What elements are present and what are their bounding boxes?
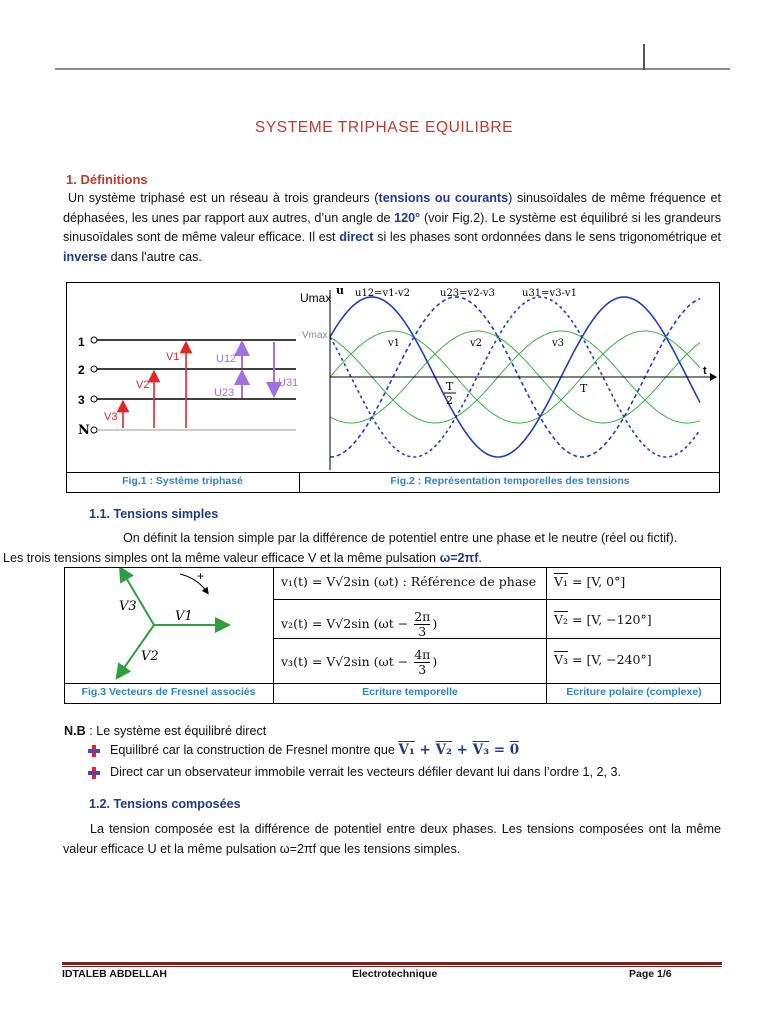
u23-label: U23 [214, 387, 235, 399]
row1-time-expression: v₁(t) = V√2sin (ωt) : Référence de phase [281, 574, 537, 589]
fig2-umax-label: Umax [300, 291, 332, 305]
row1-polar: V₁ = [V, 0°] [554, 574, 626, 589]
section-1-1-heading: 1.1. Tensions simples [89, 507, 219, 521]
figures-caption-rule [66, 472, 720, 473]
footer-rule-thick [62, 962, 722, 965]
row2-polar: V₂ = [V, −120°] [554, 612, 652, 627]
bullet-plus-icon [88, 745, 100, 757]
fig3-caption: Fig.3 Vecteurs de Fresnel associés [81, 686, 256, 698]
terminal-2 [91, 366, 97, 372]
footer-subject: Electrotechnique [352, 968, 438, 980]
section-1-2-heading: 1.2. Tensions composées [89, 797, 241, 811]
line-3-label: 3 [78, 393, 85, 407]
nb-bullet-1: Equilibré car la construction de Fresnel montre que V₁ + V₂ + V₃ = 0 [88, 742, 519, 758]
neutral-label: N [78, 423, 90, 438]
fig3-v2-label: V2 [141, 649, 159, 664]
page-title: SYSTEME TRIPHASE EQUILIBRE [254, 119, 514, 136]
fig2-u12-label: u12=v1-v2 [355, 288, 410, 299]
row3-polar: V₃ = [V, −240°] [554, 652, 652, 667]
fig2-t-half-num: T [446, 380, 454, 393]
footer-rule-thin [62, 966, 722, 967]
u31-label: U31 [278, 377, 299, 389]
fig2-u23-label: u23=v2-v3 [440, 288, 495, 299]
line-1-label: 1 [78, 335, 85, 349]
fig3-plus: + [197, 569, 205, 583]
fig1-three-phase-diagram [66, 282, 300, 472]
section-1-heading: 1. Définitions [66, 172, 148, 187]
terminal-1 [91, 337, 97, 343]
footer-author: IDTALEB ABDELLAH [62, 968, 167, 980]
terminal-3 [91, 396, 97, 402]
section-1-paragraph: Un système triphasé est un réseau à trois grandeurs (tensions ou courants) sinusoïdales de même fréquence et déphasées, les unes par rapport aux autres, d’un angle de 120° (voir Fig.2). Le système est équilibré si les grandeurs sinusoïdales sont de même valeur efficace. Il est direct si les phases sont ordonnées dans le sens trigonométrique et inverse dans l'autre cas. [63, 191, 722, 264]
fig2-waveform-plot [300, 282, 720, 472]
fig1-caption: Fig.1 : Système triphasé [122, 475, 243, 487]
row3-time-expression: v₃(t) = V√2sin (ωt − $\frac{4\pi}{3}$ ) [281, 647, 438, 677]
terminal-n [91, 427, 97, 433]
fig2-vmax-label: Vmax [302, 330, 328, 341]
fig2-u31-label: u31=v3-v1 [522, 288, 577, 299]
fig3-fresnel-vectors [65, 568, 273, 682]
v3-label: V3 [104, 411, 118, 423]
fig2-caption: Fig.2 : Représentation temporelles des tensions [390, 475, 630, 487]
fig2-v1-label: v1 [388, 338, 401, 349]
u12-label: U12 [216, 353, 237, 365]
footer-page: Page 1/6 [629, 968, 672, 980]
row2-time-expression: v₂(t) = V√2sin (ωt − $\frac{2\pi}{3}$ ) [281, 609, 438, 639]
fig3-v1-label: V1 [175, 609, 193, 624]
bullet-plus-icon [88, 767, 100, 779]
fig2-v2-label: v2 [470, 338, 483, 349]
line-2-label: 2 [78, 363, 85, 377]
fig2-v3-label: v3 [552, 338, 565, 349]
fig2-t-period: T [580, 382, 588, 395]
fig2-u-axis-label: u [336, 284, 344, 297]
fig2-t-label: t [703, 365, 707, 377]
nb-bullet-2: Direct car un observateur immobile verrait les vecteurs défiler devant lui dans l’ordre 1, 2, 3. [88, 765, 621, 779]
section-1-1-paragraph: On définit la tension simple par la différence de potentiel entre une phase et le neutre (réel ou fictif). Les trois tensions simples ont la même valeur efficace V et la même pulsation ω=2πf. [3, 531, 678, 565]
table-hline-1 [273, 599, 721, 600]
fig2-t-half-den: 2 [446, 394, 453, 407]
header-tick [643, 44, 645, 70]
section-1-2-paragraph: La tension composée est la différence de potentiel entre deux phases. Les tensions composées ont la même valeur efficace U et la même pulsation ω=2πf que les tensions simples. [63, 822, 721, 856]
col-time-caption: Ecriture temporelle [362, 686, 458, 698]
nb-line: N.B : Le système est équilibré direct [64, 724, 267, 738]
v2-label: V2 [136, 379, 150, 391]
col-polar-caption: Ecriture polaire (complexe) [566, 686, 702, 698]
header-rule [55, 68, 730, 70]
fig2-t-arrow [710, 373, 717, 381]
v1-label: V1 [166, 351, 180, 363]
fig3-v3-label: V3 [119, 599, 137, 614]
fig3-v3-arrow [122, 571, 154, 625]
table-hline-caption [64, 683, 721, 684]
